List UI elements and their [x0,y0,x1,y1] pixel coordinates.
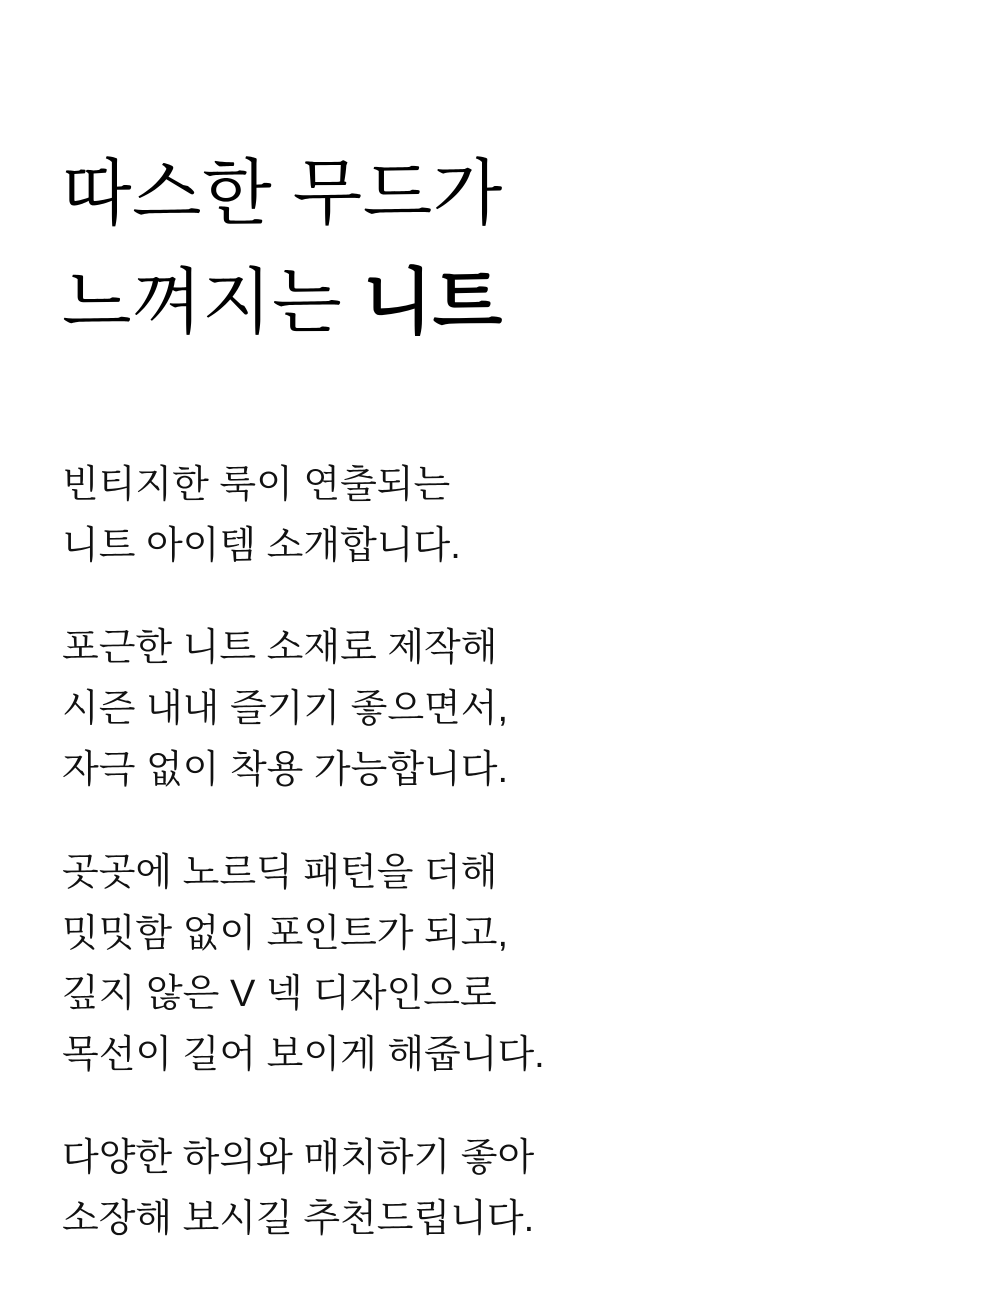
paragraph-line: 자극 없이 착용 가능합니다. [62,749,509,792]
description-paragraph [62,843,940,1086]
paragraph-line: 밋밋함 없이 포인트가 되고, [62,912,509,955]
headline-line-1: 따스한 무드가 [62,154,503,234]
paragraph-line: 곳곳에 노르딕 패턴을 더해 [62,851,498,894]
page-title [62,140,940,359]
description-paragraph [62,1128,940,1250]
headline-line-2 [62,249,940,358]
description-paragraph [62,455,940,577]
paragraph-line: 포근한 니트 소재로 제작해 [62,627,498,670]
paragraph-line: 목선이 길어 보이게 해줍니다. [62,1034,545,1077]
headline-line-2-text: 느껴지는 [62,263,363,344]
description-body [62,455,940,1250]
headline-accent-keyword: 니트 [362,263,503,344]
paragraph-line: 깊지 않은 V 넥 디자인으로 [62,973,497,1016]
paragraph-line: 다양한 하의와 매치하기 좋아 [62,1137,535,1180]
paragraph-line: 빈티지한 룩이 연출되는 [62,463,451,506]
paragraph-line: 소장해 보시길 추천드립니다. [62,1197,535,1240]
paragraph-line: 시즌 내내 즐기기 좋으면서, [62,688,509,731]
paragraph-line: 니트 아이템 소개합니다. [62,524,461,567]
description-paragraph [62,618,940,800]
